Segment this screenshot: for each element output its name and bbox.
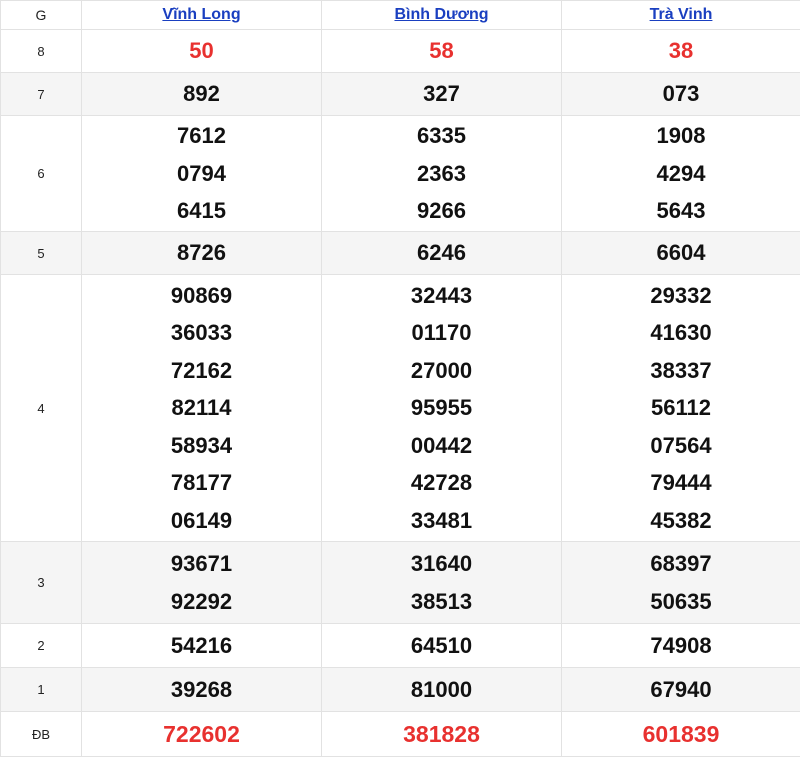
prize-number: 07564: [562, 427, 800, 465]
prize-row-8: [1, 30, 800, 73]
province-header-vinh-long: [82, 1, 322, 30]
prize-number: 32443: [322, 277, 561, 315]
prize-number: 50635: [562, 583, 800, 621]
province-link-vinh-long[interactable]: Vĩnh Long: [162, 6, 240, 23]
prize-label: ĐB: [1, 712, 82, 757]
prize-cell: [82, 668, 322, 712]
prize-cell: [562, 542, 800, 624]
prize-cell: [82, 542, 322, 624]
prize-number: 06149: [82, 502, 321, 540]
prize-row-3: [1, 542, 800, 624]
province-header-binh-duong: [322, 1, 562, 30]
prize-cell: [562, 275, 800, 542]
prize-row-7: [1, 73, 800, 116]
prize-cell: [322, 624, 562, 668]
prize-number: 93671: [82, 545, 321, 583]
prize-number: 00442: [322, 427, 561, 465]
prize-number: 5643: [562, 192, 800, 230]
prize-number: 78177: [82, 464, 321, 502]
prize-row-2: [1, 624, 800, 668]
prize-cell: [82, 232, 322, 275]
prize-number: 79444: [562, 464, 800, 502]
prize-label: 4: [1, 275, 82, 542]
prize-number: 82114: [82, 389, 321, 427]
province-link-tra-vinh[interactable]: Trà Vinh: [650, 6, 713, 23]
prize-cell: [82, 624, 322, 668]
prize-cell: [322, 275, 562, 542]
prize-label: 8: [1, 30, 82, 73]
prize-number: 72162: [82, 352, 321, 390]
prize-number: 4294: [562, 155, 800, 193]
prize-row-4: [1, 275, 800, 542]
prize-number: 68397: [562, 545, 800, 583]
prize-cell: [82, 73, 322, 116]
prize-number: 36033: [82, 314, 321, 352]
prize-number: 38337: [562, 352, 800, 390]
prize-cell: [82, 116, 322, 232]
prize-number: 45382: [562, 502, 800, 540]
prize-number: 58: [322, 32, 561, 70]
prize-label: 2: [1, 624, 82, 668]
prize-number: 67940: [562, 671, 800, 709]
prize-number: 81000: [322, 671, 561, 709]
prize-cell: [562, 232, 800, 275]
prize-cell: [562, 668, 800, 712]
prize-number: 39268: [82, 671, 321, 709]
prize-cell: [562, 73, 800, 116]
prize-number: 64510: [322, 627, 561, 665]
prize-number: 90869: [82, 277, 321, 315]
prize-number: 33481: [322, 502, 561, 540]
prize-cell: [562, 712, 800, 757]
prize-number: 073: [562, 75, 800, 113]
special-prize-number: 601839: [562, 712, 800, 756]
prize-number: 74908: [562, 627, 800, 665]
prize-number: 1908: [562, 117, 800, 155]
prize-number: 38: [562, 32, 800, 70]
prize-number: 41630: [562, 314, 800, 352]
prize-label: 1: [1, 668, 82, 712]
prize-number: 42728: [322, 464, 561, 502]
prize-number: 56112: [562, 389, 800, 427]
prize-cell: [562, 624, 800, 668]
prize-label: 3: [1, 542, 82, 624]
header-row: [1, 1, 800, 30]
prize-row-special: [1, 712, 800, 757]
prize-number: 95955: [322, 389, 561, 427]
prize-label: 6: [1, 116, 82, 232]
prize-number: 7612: [82, 117, 321, 155]
province-header-tra-vinh: [562, 1, 800, 30]
prize-cell: [322, 30, 562, 73]
prize-cell: [322, 542, 562, 624]
prize-cell: [82, 712, 322, 757]
special-prize-number: 381828: [322, 712, 561, 756]
prize-row-6: [1, 116, 800, 232]
prize-cell: [322, 73, 562, 116]
prize-label: 5: [1, 232, 82, 275]
prize-label: 7: [1, 73, 82, 116]
prize-number: 0794: [82, 155, 321, 193]
prize-number: 38513: [322, 583, 561, 621]
prize-number: 892: [82, 75, 321, 113]
prize-row-5: [1, 232, 800, 275]
prize-cell: [82, 275, 322, 542]
prize-number: 50: [82, 32, 321, 70]
prize-number: 58934: [82, 427, 321, 465]
prize-number: 29332: [562, 277, 800, 315]
prize-number: 8726: [82, 234, 321, 272]
province-link-binh-duong[interactable]: Bình Dương: [394, 6, 488, 23]
prize-column-header: G: [1, 1, 82, 30]
prize-number: 92292: [82, 583, 321, 621]
prize-cell: [322, 116, 562, 232]
prize-number: 6246: [322, 234, 561, 272]
special-prize-number: 722602: [82, 712, 321, 756]
prize-number: 2363: [322, 155, 561, 193]
prize-number: 31640: [322, 545, 561, 583]
prize-cell: [82, 30, 322, 73]
prize-row-1: [1, 668, 800, 712]
prize-number: 01170: [322, 314, 561, 352]
prize-number: 6604: [562, 234, 800, 272]
prize-cell: [322, 232, 562, 275]
prize-number: 6335: [322, 117, 561, 155]
prize-number: 6415: [82, 192, 321, 230]
prize-number: 54216: [82, 627, 321, 665]
prize-number: 327: [322, 75, 561, 113]
prize-cell: [322, 668, 562, 712]
prize-cell: [562, 30, 800, 73]
prize-cell: [562, 116, 800, 232]
prize-cell: [322, 712, 562, 757]
prize-number: 27000: [322, 352, 561, 390]
prize-number: 9266: [322, 192, 561, 230]
